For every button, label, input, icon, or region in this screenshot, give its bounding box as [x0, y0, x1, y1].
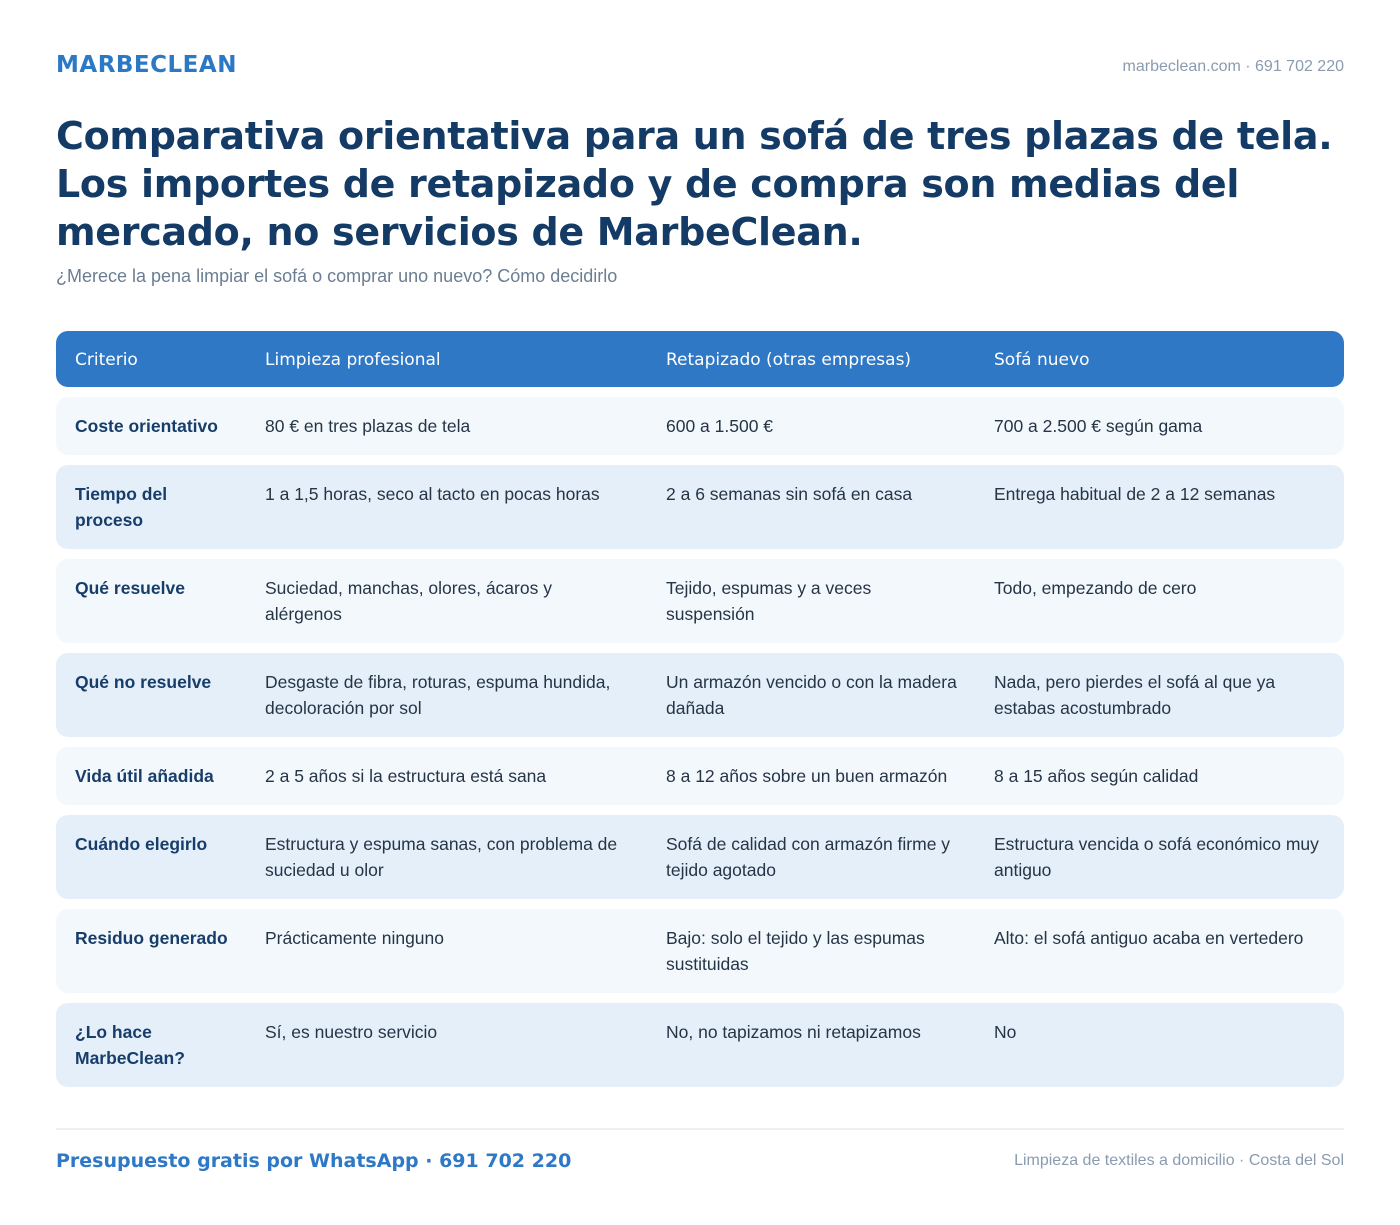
page-subtitle: ¿Merece la pena limpiar el sofá o comprar uno nuevo? Cómo decidirlo [56, 266, 618, 286]
footer-divider [56, 1128, 1344, 1130]
table-row [56, 747, 1344, 805]
contact-info: marbeclean.com · 691 702 220 [1122, 58, 1344, 75]
row-reupholstery: 2 a 6 semanas sin sofá en casa [666, 484, 913, 504]
table-row [56, 465, 1344, 549]
header-new-sofa: Sofá nuevo [994, 350, 1090, 370]
row-reupholstery: Tejido, espumas y a veces suspensión [666, 578, 872, 624]
header-reupholstery: Retapizado (otras empresas) [666, 350, 912, 370]
table-row [56, 815, 1344, 899]
table-row [56, 397, 1344, 455]
whatsapp-cta-link[interactable]: Presupuesto gratis por WhatsApp · 691 702 220 [56, 1150, 572, 1172]
row-criterion: Tiempo del proceso [75, 484, 168, 530]
row-new-sofa: 8 a 15 años según calidad [994, 766, 1199, 786]
row-cleaning: Suciedad, manchas, olores, ácaros y alérgenos [265, 578, 552, 624]
row-reupholstery: Sofá de calidad con armazón firme y tejido agotado [666, 834, 951, 880]
row-new-sofa: No [994, 1022, 1017, 1042]
table-row [56, 1003, 1344, 1087]
row-cleaning: 1 a 1,5 horas, seco al tacto en pocas horas [265, 484, 600, 504]
row-cleaning: 2 a 5 años si la estructura está sana [265, 766, 547, 786]
brand-logo[interactable]: MARBECLEAN [56, 52, 237, 78]
row-new-sofa: Nada, pero pierdes el sofá al que ya estabas acostumbrado [994, 672, 1276, 718]
header-criterion: Criterio [75, 350, 138, 370]
row-new-sofa: Entrega habitual de 2 a 12 semanas [994, 484, 1276, 504]
row-criterion: Vida útil añadida [75, 766, 214, 786]
table-row [56, 909, 1344, 993]
row-cleaning: Desgaste de fibra, roturas, espuma hundida, decoloración por sol [265, 672, 611, 718]
header-cleaning: Limpieza profesional [265, 350, 441, 370]
row-cleaning: Sí, es nuestro servicio [265, 1022, 438, 1042]
row-reupholstery: 600 a 1.500 € [666, 416, 774, 436]
row-cleaning: Prácticamente ninguno [265, 928, 444, 948]
page-title: Comparativa orientativa para un sofá de tres plazas de tela. Los importes de retapizado y de compra son medias del mercado, no servicios de MarbeClean. [56, 114, 1333, 254]
footer-note: Limpieza de textiles a domicilio · Costa del Sol [1014, 1152, 1344, 1169]
row-new-sofa: Todo, empezando de cero [994, 578, 1197, 598]
row-criterion: Qué resuelve [75, 578, 185, 598]
row-new-sofa: 700 a 2.500 € según gama [994, 416, 1203, 436]
row-reupholstery: Bajo: solo el tejido y las espumas sustituidas [666, 928, 925, 974]
row-reupholstery: No, no tapizamos ni retapizamos [666, 1022, 921, 1042]
row-reupholstery: 8 a 12 años sobre un buen armazón [666, 766, 948, 786]
row-criterion: Cuándo elegirlo [75, 834, 208, 854]
row-cleaning: 80 € en tres plazas de tela [265, 416, 471, 436]
row-criterion: Qué no resuelve [75, 672, 212, 692]
page-header [56, 52, 1344, 86]
table-row [56, 559, 1344, 643]
table-row [56, 653, 1344, 737]
row-criterion: Coste orientativo [75, 416, 218, 436]
row-criterion: ¿Lo hace MarbeClean? [75, 1022, 185, 1068]
row-new-sofa: Alto: el sofá antiguo acaba en vertedero [994, 928, 1304, 948]
row-cleaning: Estructura y espuma sanas, con problema de suciedad u olor [265, 834, 618, 880]
row-new-sofa: Estructura vencida o sofá económico muy antiguo [994, 834, 1319, 880]
row-reupholstery: Un armazón vencido o con la madera dañada [666, 672, 957, 718]
row-criterion: Residuo generado [75, 928, 228, 948]
comparison-table [56, 331, 1344, 1087]
table-header [56, 331, 1344, 387]
